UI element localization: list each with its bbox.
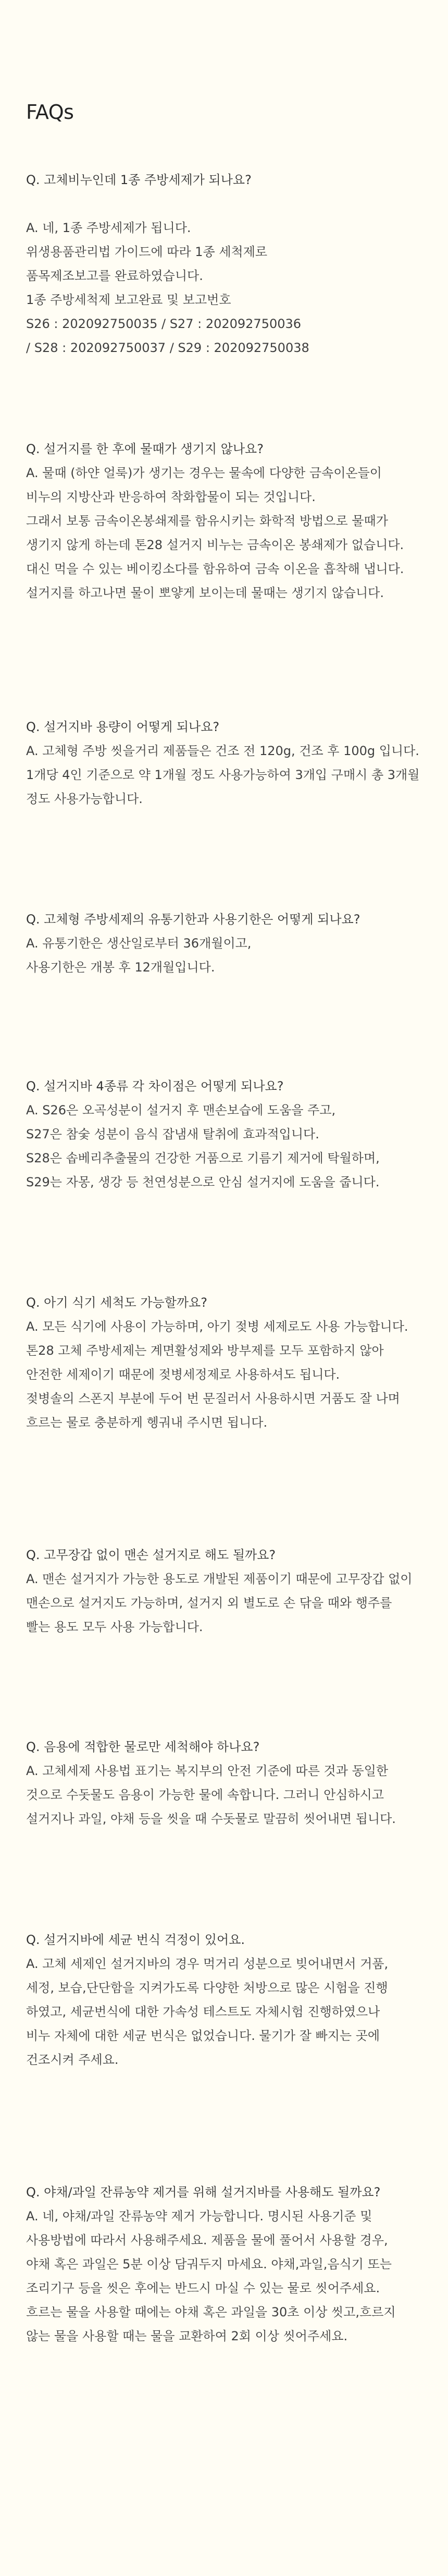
faq-item-2 — [26, 437, 432, 605]
faq-item-5 — [26, 1074, 432, 1194]
faq-item-1 — [26, 168, 432, 360]
faq-answer-line: 하였고, 세균번식에 대한 가속성 테스트도 자체시험 진행하였으나 — [26, 2004, 380, 2019]
faq-answer-line: 생기지 않게 하는데 톤28 설거지 비누는 금속이온 봉쇄제가 없습니다. — [26, 538, 404, 552]
faq-answer-line: 비누의 지방산과 반응하여 착화합물이 되는 것입니다. — [26, 490, 316, 504]
faq-answer-line: 흐르는 물로 충분하게 헹궈내 주시면 됩니다. — [26, 1415, 268, 1430]
faq-question: Q. 설거지를 한 후에 물때가 생기지 않나요? — [26, 442, 264, 456]
faq-question: Q. 고체형 주방세제의 유통기한과 사용기한은 어떻게 되나요? — [26, 912, 360, 927]
faq-answer-line: S28은 솝베리추출물의 건강한 거품으로 기름기 제거에 탁월하며, — [26, 1151, 380, 1165]
faq-answer-line: 건조시켜 주세요. — [26, 2052, 119, 2067]
faq-item-4 — [26, 907, 432, 979]
faq-answer-line: 젖병솔의 스폰지 부분에 두어 번 문질러서 사용하시면 거품도 잘 나며 — [26, 1391, 400, 1406]
question-answer-spacer — [26, 192, 432, 216]
faq-question: Q. 설거지바 4종류 각 차이점은 어떻게 되나요? — [26, 1079, 284, 1093]
faq-item-3 — [26, 715, 432, 811]
faq-answer-line: 안전한 세제이기 때문에 젖병세정제로 사용하셔도 됩니다. — [26, 1367, 340, 1382]
faq-answer-line: 설거지를 하고나면 물이 뽀얗게 보이는데 물때는 생기지 않습니다. — [26, 586, 384, 600]
faq-answer-line: 않는 물을 사용할 때는 물을 교환하여 2회 이상 씻어주세요. — [26, 2329, 348, 2343]
faq-answer-line: 맨손으로 설거지도 가능하며, 설거지 외 별도로 손 닦을 때와 행주를 — [26, 1596, 392, 1610]
faq-question: Q. 설거지바에 세균 번식 걱정이 있어요. — [26, 1933, 245, 1947]
faq-question: Q. 고무장갑 없이 맨손 설거지로 해도 될까요? — [26, 1548, 276, 1562]
faq-answer-line: 흐르는 물을 사용할 때에는 야채 혹은 과일을 30초 이상 씻고,흐르지 — [26, 2305, 396, 2319]
faq-answer-line: 품목제조보고를 완료하였습니다. — [26, 269, 203, 283]
faq-answer-line: 정도 사용가능합니다. — [26, 792, 143, 806]
faq-answer-line: S29는 자몽, 생강 등 천연성분으로 안심 설거지에 도움을 줍니다. — [26, 1175, 380, 1189]
faq-answer-line: A. 고체 세제인 설거지바의 경우 먹거리 성분으로 빚어내면서 거품, — [26, 1957, 389, 1971]
faq-answer-line: 그래서 보통 금속이온봉쇄제를 함유시키는 화학적 방법으로 물때가 — [26, 514, 388, 528]
faq-answer-line: 위생용품관리법 가이드에 따라 1종 세척제로 — [26, 245, 268, 259]
faq-item-6 — [26, 1291, 432, 1435]
faq-answer-line: 1종 주방세척제 보고완료 및 보고번호 — [26, 293, 231, 307]
faq-answer-line: 빨는 용도 모두 사용 가능합니다. — [26, 1620, 203, 1634]
faq-question: Q. 아기 식기 세척도 가능할까요? — [26, 1295, 207, 1310]
faq-item-10 — [26, 2180, 432, 2348]
faq-question: Q. 음용에 적합한 물로만 세척해야 하나요? — [26, 1740, 260, 1754]
faq-question: Q. 고체비누인데 1종 주방세제가 되나요? — [26, 173, 252, 187]
faq-answer-line: 조리기구 등을 씻은 후에는 반드시 마실 수 있는 물로 씻어주세요. — [26, 2281, 380, 2295]
faq-answer-line: A. 고체세제 사용법 표기는 복지부의 안전 기준에 따른 것과 동일한 — [26, 1764, 389, 1778]
faq-answer-line: 것으로 수돗물도 음용이 가능한 물에 속합니다. 그러니 안심하시고 — [26, 1788, 384, 1802]
faq-answer-line: S27은 참숯 성분이 음식 잡냄새 탈취에 효과적입니다. — [26, 1127, 319, 1141]
faq-answer-line: 사용방법에 따라서 사용해주세요. 제품을 물에 풀어서 사용할 경우, — [26, 2233, 388, 2247]
faq-question: Q. 야채/과일 잔류농약 제거를 위해 설거지바를 사용해도 될까요? — [26, 2185, 381, 2200]
faq-answer-line: 사용기한은 개봉 후 12개월입니다. — [26, 960, 215, 975]
faq-answer-line: A. 유통기한은 생산일로부터 36개월이고, — [26, 936, 252, 951]
faq-answer-line: S26 : 202092750035 / S27 : 202092750036 — [26, 317, 302, 331]
faq-answer-line: A. 고체형 주방 씻을거리 제품들은 건조 전 120g, 건조 후 100g 입니다. — [26, 744, 419, 758]
faq-answer-line: 1개당 4인 기준으로 약 1개월 정도 사용가능하여 3개입 구매시 총 3개월 — [26, 768, 420, 782]
faq-answer-line: / S28 : 202092750037 / S29 : 202092750038 — [26, 341, 309, 355]
faq-answer-line: A. 네, 야채/과일 잔류농약 제거 가능합니다. 명시된 사용기준 및 — [26, 2209, 372, 2223]
faq-question: Q. 설거지바 용량이 어떻게 되나요? — [26, 720, 220, 734]
faq-answer-line: A. 물때 (하얀 얼룩)가 생기는 경우는 물속에 다양한 금속이온들이 — [26, 466, 382, 480]
faq-answer-line: 설거지나 과일, 야채 등을 씻을 때 수돗물로 말끔히 씻어내면 됩니다. — [26, 1812, 396, 1826]
faq-item-8 — [26, 1735, 432, 1831]
page-title: FAQs — [26, 101, 74, 124]
faq-item-9 — [26, 1928, 432, 2072]
faq-answer-line: 대신 먹을 수 있는 베이킹소다를 함유하여 금속 이온을 흡착해 냅니다. — [26, 562, 404, 576]
faq-answer-line: A. 네, 1종 주방세제가 됩니다. — [26, 221, 191, 235]
faq-answer-line: A. S26은 오곡성분이 설거지 후 맨손보습에 도움을 주고, — [26, 1103, 336, 1117]
faq-answer-line: 톤28 고체 주방세제는 계면활성제와 방부제를 모두 포함하지 않아 — [26, 1343, 384, 1358]
faq-answer-line: 야채 혹은 과일은 5분 이상 담궈두지 마세요. 야채,과일,음식기 또는 — [26, 2257, 392, 2271]
faq-answer-line: A. 맨손 설거지가 가능한 용도로 개발된 제품이기 때문에 고무장갑 없이 — [26, 1572, 413, 1586]
faq-answer-line: A. 모든 식기에 사용이 가능하며, 아기 젖병 세제로도 사용 가능합니다. — [26, 1319, 408, 1334]
faq-answer-line: 비누 자체에 대한 세균 번식은 없었습니다. 물기가 잘 빠지는 곳에 — [26, 2028, 380, 2043]
faq-item-7 — [26, 1543, 432, 1639]
faq-answer-line: 세정, 보습,단단함을 지켜가도록 다양한 처방으로 많은 시험을 진행 — [26, 1980, 388, 1995]
